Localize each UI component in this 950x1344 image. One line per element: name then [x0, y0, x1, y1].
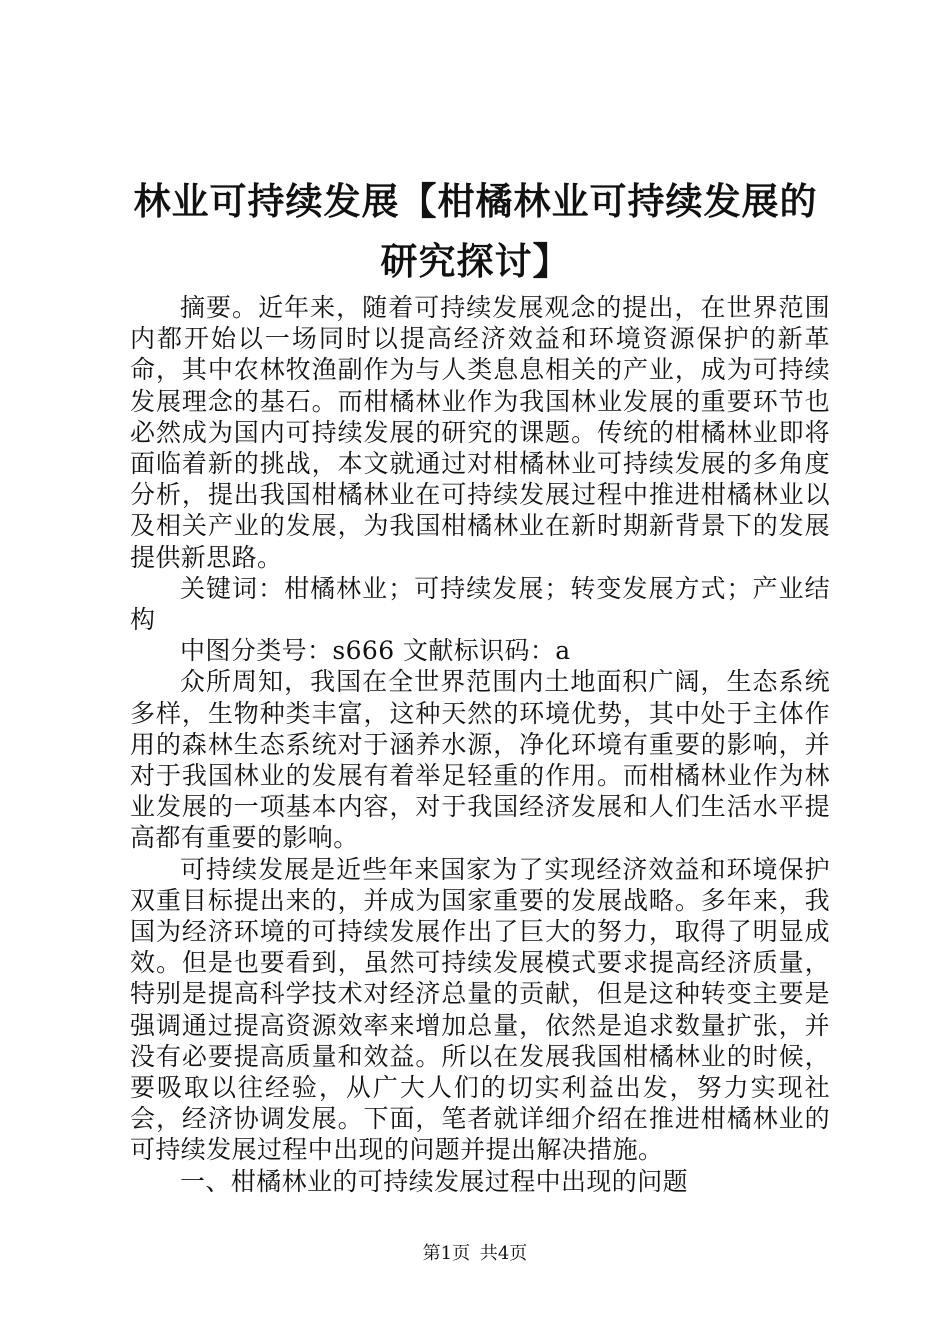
- document-body: [130, 292, 830, 1197]
- page-footer: [0, 1242, 950, 1266]
- document-title: 林业可持续发展【柑橘林业可持续发展的研究探讨】: [133, 180, 818, 283]
- page-total: 共4页: [479, 1243, 528, 1264]
- page-number: 第1页: [422, 1243, 471, 1264]
- abstract-paragraph: 摘要。近年来，随着可持续发展观念的提出，在世界范围内都开始以一场同时以提高经济效益和环境资源保护的新革命，其中农林牧渔副作为与人类息息相关的产业，成为可持续发展理念的基石。而柑橘林业作为我国林业发展的重要环节也必然成为国内可持续发展的研究的课题。传统的柑橘林业即将面临着新的挑战，本文就通过对柑橘林业可持续发展的多角度分析，提出我国柑橘林业在可持续发展过程中推进柑橘林业以及相关产业的发展，为我国柑橘林业在新时期新背景下的发展提供新思路。: [130, 293, 830, 572]
- classification-paragraph: 中图分类号：s666 文献标识码：a: [180, 636, 571, 666]
- keywords-paragraph: 关键词：柑橘林业；可持续发展；转变发展方式；产业结构: [130, 573, 830, 635]
- body-paragraph: 众所周知，我国在全世界范围内土地面积广阔，生态系统多样，生物种类丰富，这种天然的环境优势，其中处于主体作用的森林生态系统对于涵养水源，净化环境有重要的影响，并对于我国林业的发展有着举足轻重的作用。而柑橘林业作为林业发展的一项基本内容，对于我国经济发展和人们生活水平提高都有重要的影响。: [130, 667, 830, 853]
- section-heading: 一、柑橘林业的可持续发展过程中出现的问题: [180, 1166, 689, 1196]
- body-paragraph: 可持续发展是近些年来国家为了实现经济效益和环境保护双重目标提出来的，并成为国家重要的发展战略。多年来，我国为经济环境的可持续发展作出了巨大的努力，取得了明显成效。但是也要看到，虽然可持续发展模式要求提高经济质量，特别是提高科学技术对经济总量的贡献，但是这种转变主要是强调通过提高资源效率来增加总量，依然是追求数量扩张，并没有必要提高质量和效益。所以在发展我国柑橘林业的时候，要吸取以往经验，从广大人们的切实利益出发，努力实现社会，经济协调发展。下面，笔者就详细介绍在推进柑橘林业的可持续发展过程中出现的问题并提出解决措施。: [130, 854, 830, 1165]
